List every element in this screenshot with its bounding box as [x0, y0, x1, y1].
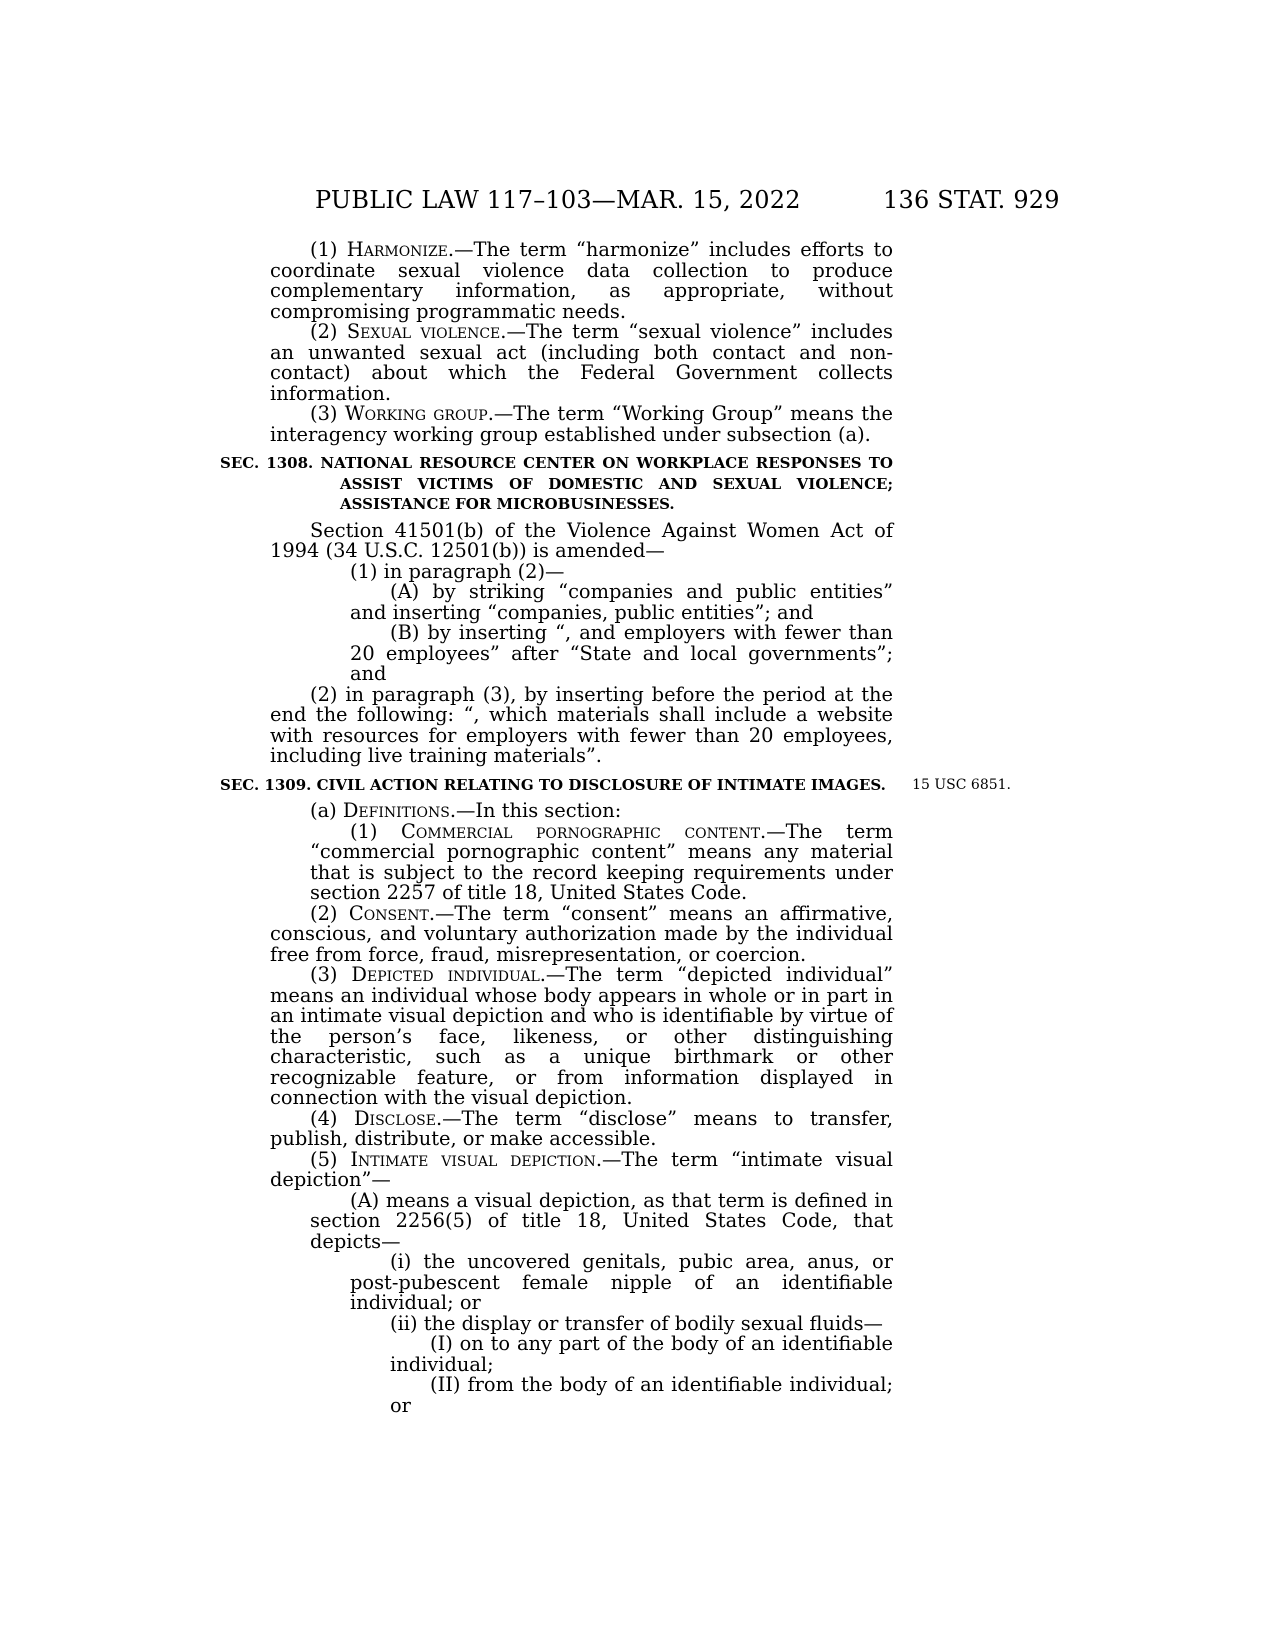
subparagraph-a: (A) means a visual depiction, as that term is defined in section 2256(5) of title 18, United States Code, that depicts— [310, 1188, 893, 1253]
definition-text: .—The term “consent” means an affirmative, conscious, and voluntary authorization made by the individual free from force, fraud, misrepresentation, or coercion. [270, 901, 893, 966]
clause-ii: (ii) the display or transfer of bodily sexual fluids— [390, 1311, 883, 1335]
definition-paragraph [270, 322, 893, 404]
subparagraph-a: (A) by striking “companies and public entities” and inserting “companies, public entities”; and [350, 580, 893, 624]
definition-paragraph [270, 404, 893, 445]
paragraph-number: (1) [310, 238, 347, 261]
definition-text: .—The term “commercial pornographic content” means any material that is subject to the record keeping requirements under section 2257 of title 18, United States Code. [310, 819, 893, 904]
page-body [220, 238, 1011, 1417]
subsection-text: .—In this section: [449, 799, 622, 822]
running-head-title: PUBLIC LAW 117–103—MAR. 15, 2022 [315, 186, 801, 214]
definition-paragraph [270, 901, 893, 966]
defined-term: Sexual violence [346, 320, 501, 343]
definition-text: .—The term “harmonize” includes efforts to coordinate sexual violence data collection to produce complementary information, as appropriate, without compromising programmatic needs. [270, 238, 893, 323]
definition-paragraph [270, 819, 893, 904]
defined-term: Commercial pornographic content [401, 819, 761, 843]
subsection-number: (a) [310, 799, 343, 822]
subclause-I: (I) on to any part of the body of an identifiable individual; [390, 1332, 893, 1376]
definition-text: .—The term “disclose” means to transfer, publish, distribute, or make accessible. [270, 1106, 893, 1150]
definition-paragraph [270, 1106, 893, 1150]
paragraph-number: (3) [310, 963, 352, 986]
paragraph-number: (1) [350, 819, 402, 843]
section-intro: Section 41501(b) of the Violence Against Women Act of 1994 (34 U.S.C. 12501(b)) is amended— [270, 518, 893, 562]
paragraph-number: (5) [310, 1147, 351, 1171]
defined-term: Harmonize [346, 238, 448, 261]
paragraph-number: (2) [310, 901, 349, 925]
page-header [0, 186, 1275, 226]
usc-margin-note: 15 USC 6851. [912, 776, 1011, 793]
paragraph-number: (3) [310, 402, 345, 425]
definition-text: .—The term “depicted individual” means an individual whose body appears in whole or in part in an intimate visual depiction and who is identifiable by virtue of the person’s face, likeness, or other distinguishing characteristic, such as a unique birthmark or other recognizable feature, or from information displayed in connection with the visual depiction. [270, 963, 893, 1109]
defined-term: Intimate visual depiction [350, 1147, 596, 1171]
subparagraph-b: (B) by inserting “, and employers with fewer than 20 employees” after “State and local governments”; and [350, 621, 893, 685]
statute-page-number: 136 STAT. 929 [883, 186, 1060, 214]
definition-paragraph [270, 965, 893, 1109]
defined-term: Working group [344, 402, 488, 425]
paragraph-number: (2) [310, 320, 347, 343]
section-heading-1308 [220, 453, 893, 515]
definition-text: .—The term “sexual violence” includes an unwanted sexual act (including both contact and non-contact) about which the Federal Government collects information. [270, 320, 893, 405]
paragraph-number: (4) [310, 1106, 355, 1130]
paragraph-2: (2) in paragraph (3), by inserting before the period at the end the following: “, which materials shall include a website with resources for employers with fewer than 20 employees, including live training materials”. [270, 682, 893, 767]
defined-term: Disclose [354, 1106, 436, 1130]
subclause-II: (II) from the body of an identifiable individual; or [390, 1373, 893, 1417]
definition-text: .—The term “intimate visual depiction”— [270, 1147, 893, 1191]
paragraph-1: (1) in paragraph (2)— [350, 559, 565, 583]
definition-paragraph [270, 240, 893, 322]
defined-term: Depicted individual [351, 963, 540, 986]
section-heading-text: SEC. 1309. CIVIL ACTION RELATING TO DISCLOSURE OF INTIMATE IMAGES. [220, 775, 886, 794]
clause-i: (i) the uncovered genitals, pubic area, anus, or post-pubescent female nipple of an identifiable individual; or [350, 1250, 893, 1314]
subsection-a [270, 801, 893, 822]
subsection-term: Definitions [342, 799, 450, 822]
definition-paragraph [270, 1147, 893, 1191]
defined-term: Consent [348, 901, 429, 925]
section-heading-text: SEC. 1308. NATIONAL RESOURCE CENTER ON WORKPLACE RESPONSES TO ASSIST VICTIMS OF DOMESTIC AND SEXUAL VIOLENCE; ASSISTANCE FOR MICROBUSINESSES. [220, 454, 893, 513]
section-heading-1309 [220, 775, 1011, 796]
definition-text: .—The term “Working Group” means the interagency working group established under subsection (a). [270, 402, 893, 446]
